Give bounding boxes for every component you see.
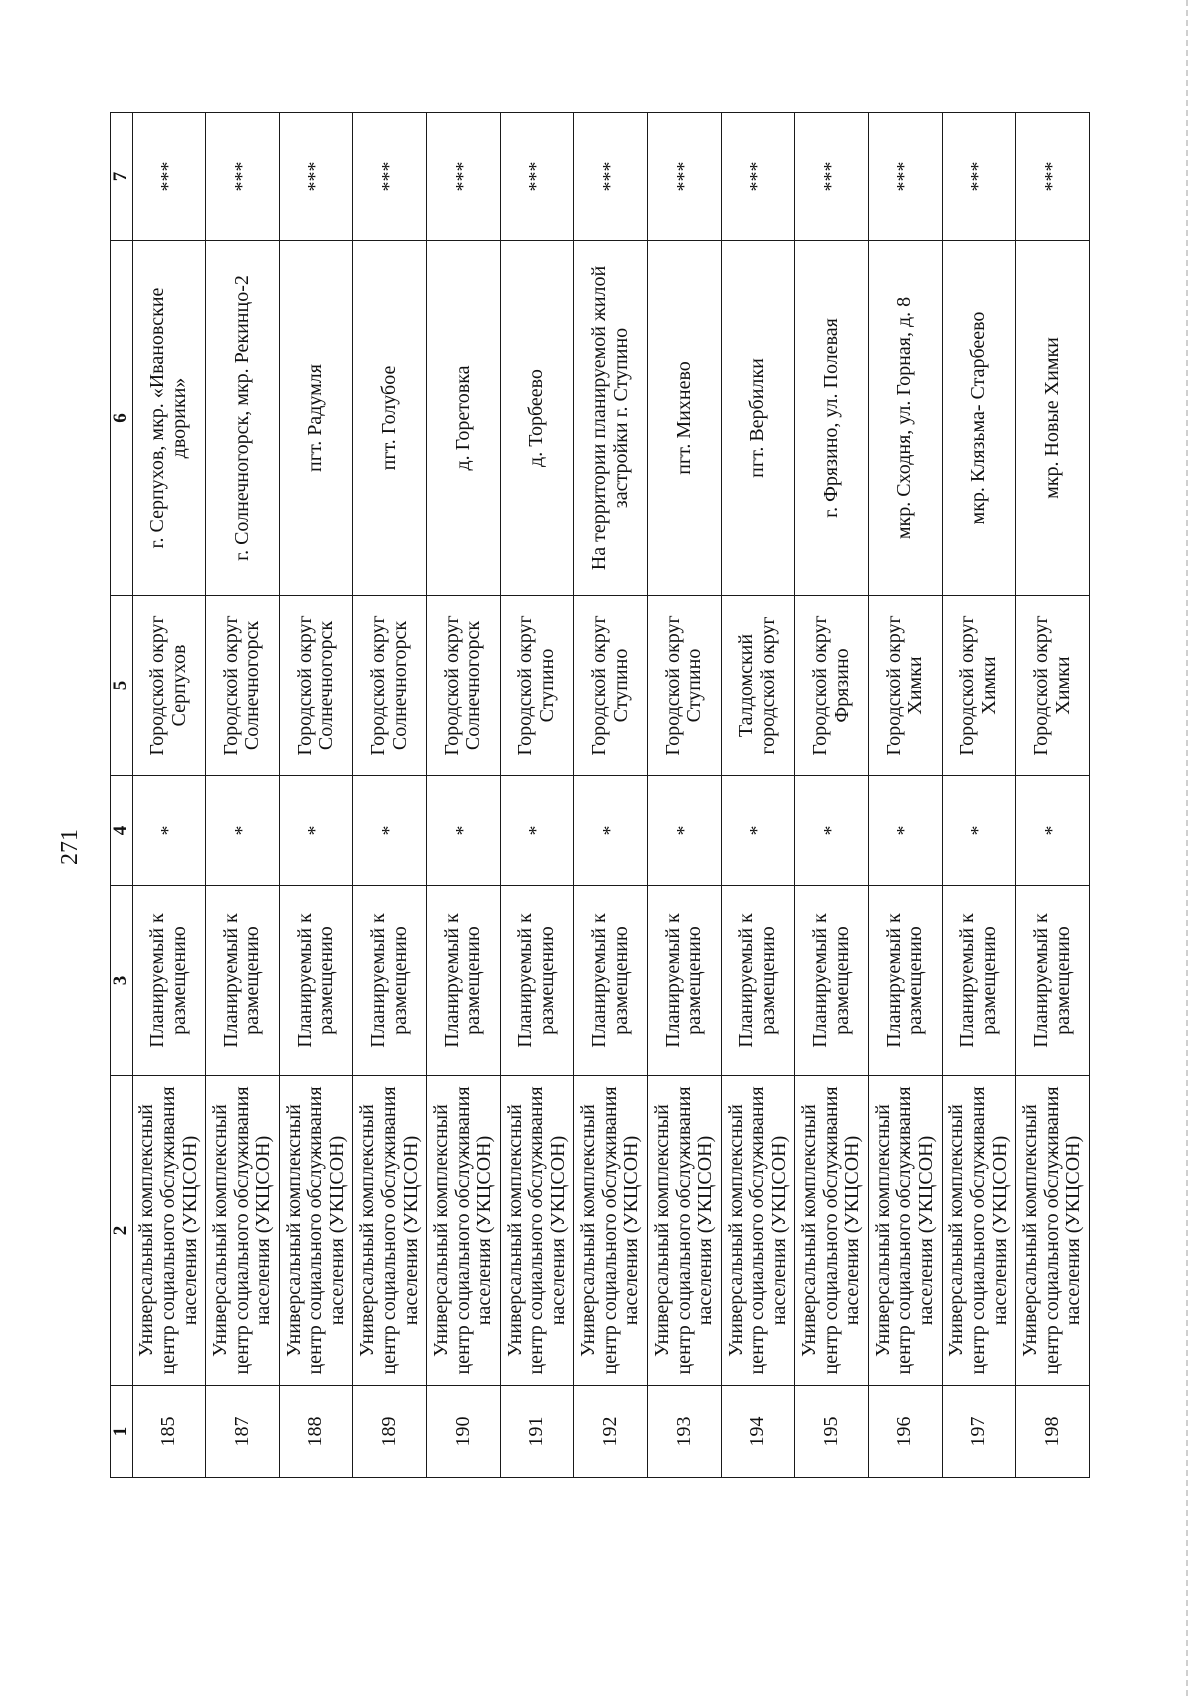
cell-row-number: 188 — [279, 1386, 353, 1478]
cell-row-number: 192 — [574, 1386, 648, 1478]
table-row — [132, 113, 206, 1478]
column-header-7: 7 — [111, 113, 133, 241]
header-row — [111, 113, 133, 1478]
cell-status: Планируемый к размещению — [942, 886, 1016, 1076]
cell-row-number: 196 — [868, 1386, 942, 1478]
cell-location: г. Серпухов, мкр. «Ивановские дворики» — [132, 241, 206, 596]
rotated-table-container — [110, 113, 1090, 1478]
cell-municipality: Талдомский городской округ — [721, 596, 795, 776]
cell-row-number: 189 — [353, 1386, 427, 1478]
cell-note: *** — [500, 113, 574, 241]
cell-row-number: 198 — [1016, 1386, 1090, 1478]
table-row — [427, 113, 501, 1478]
cell-municipality: Городской округ Серпухов — [132, 596, 206, 776]
cell-status: Планируемый к размещению — [721, 886, 795, 1076]
cell-municipality: Городской округ Ступино — [574, 596, 648, 776]
cell-capacity: * — [648, 776, 722, 886]
scan-edge-artifact — [1186, 0, 1188, 1697]
table-row — [795, 113, 869, 1478]
cell-status: Планируемый к размещению — [868, 886, 942, 1076]
cell-row-number: 185 — [132, 1386, 206, 1478]
cell-status: Планируемый к размещению — [132, 886, 206, 1076]
cell-capacity: * — [942, 776, 1016, 886]
cell-note: *** — [427, 113, 501, 241]
cell-municipality: Городской округ Химки — [942, 596, 1016, 776]
cell-capacity: * — [427, 776, 501, 886]
cell-location: мкр. Клязьма- Старбеево — [942, 241, 1016, 596]
table-row — [574, 113, 648, 1478]
cell-row-number: 195 — [795, 1386, 869, 1478]
column-header-4: 4 — [111, 776, 133, 886]
cell-municipality: Городской округ Химки — [1016, 596, 1090, 776]
cell-status: Планируемый к размещению — [648, 886, 722, 1076]
cell-facility-name: Универсальный комплексный центр социального обслуживания населения (УКЦСОН) — [868, 1076, 942, 1386]
cell-facility-name: Универсальный комплексный центр социального обслуживания населения (УКЦСОН) — [721, 1076, 795, 1386]
cell-municipality: Городской округ Солнечногорск — [206, 596, 280, 776]
table-row — [868, 113, 942, 1478]
cell-location: д. Горетовка — [427, 241, 501, 596]
cell-note: *** — [353, 113, 427, 241]
cell-municipality: Городской округ Солнечногорск — [427, 596, 501, 776]
cell-location: мкр. Сходня, ул. Горная, д. 8 — [868, 241, 942, 596]
cell-note: *** — [648, 113, 722, 241]
cell-status: Планируемый к размещению — [1016, 886, 1090, 1076]
cell-municipality: Городской округ Солнечногорск — [279, 596, 353, 776]
cell-facility-name: Универсальный комплексный центр социального обслуживания населения (УКЦСОН) — [574, 1076, 648, 1386]
cell-capacity: * — [279, 776, 353, 886]
table-row — [353, 113, 427, 1478]
cell-note: *** — [132, 113, 206, 241]
cell-facility-name: Универсальный комплексный центр социального обслуживания населения (УКЦСОН) — [279, 1076, 353, 1386]
column-header-2: 2 — [111, 1076, 133, 1386]
cell-facility-name: Универсальный комплексный центр социального обслуживания населения (УКЦСОН) — [206, 1076, 280, 1386]
cell-row-number: 190 — [427, 1386, 501, 1478]
cell-note: *** — [1016, 113, 1090, 241]
cell-municipality: Городской округ Солнечногорск — [353, 596, 427, 776]
table-row — [721, 113, 795, 1478]
cell-location: г. Фрязино, ул. Полевая — [795, 241, 869, 596]
cell-capacity: * — [868, 776, 942, 886]
cell-municipality: Городской округ Ступино — [500, 596, 574, 776]
cell-capacity: * — [574, 776, 648, 886]
cell-note: *** — [206, 113, 280, 241]
cell-location: пгт. Вербилки — [721, 241, 795, 596]
cell-row-number: 187 — [206, 1386, 280, 1478]
cell-capacity: * — [795, 776, 869, 886]
cell-capacity: * — [132, 776, 206, 886]
cell-note: *** — [721, 113, 795, 241]
cell-note: *** — [279, 113, 353, 241]
facilities-table — [110, 112, 1090, 1478]
cell-facility-name: Универсальный комплексный центр социального обслуживания населения (УКЦСОН) — [427, 1076, 501, 1386]
cell-status: Планируемый к размещению — [427, 886, 501, 1076]
cell-capacity: * — [206, 776, 280, 886]
cell-municipality: Городской округ Ступино — [648, 596, 722, 776]
column-header-6: 6 — [111, 241, 133, 596]
cell-capacity: * — [721, 776, 795, 886]
cell-status: Планируемый к размещению — [795, 886, 869, 1076]
column-header-1: 1 — [111, 1386, 133, 1478]
table-row — [942, 113, 1016, 1478]
cell-status: Планируемый к размещению — [500, 886, 574, 1076]
cell-municipality: Городской округ Фрязино — [795, 596, 869, 776]
cell-facility-name: Универсальный комплексный центр социального обслуживания населения (УКЦСОН) — [942, 1076, 1016, 1386]
cell-row-number: 194 — [721, 1386, 795, 1478]
cell-status: Планируемый к размещению — [574, 886, 648, 1076]
cell-facility-name: Универсальный комплексный центр социального обслуживания населения (УКЦСОН) — [795, 1076, 869, 1386]
cell-capacity: * — [353, 776, 427, 886]
cell-status: Планируемый к размещению — [279, 886, 353, 1076]
cell-capacity: * — [500, 776, 574, 886]
cell-note: *** — [868, 113, 942, 241]
cell-location: г. Солнечногорск, мкр. Рекинцо-2 — [206, 241, 280, 596]
cell-row-number: 193 — [648, 1386, 722, 1478]
cell-note: *** — [942, 113, 1016, 241]
cell-row-number: 191 — [500, 1386, 574, 1478]
cell-facility-name: Универсальный комплексный центр социального обслуживания населения (УКЦСОН) — [132, 1076, 206, 1386]
cell-status: Планируемый к размещению — [353, 886, 427, 1076]
cell-note: *** — [795, 113, 869, 241]
table-row — [648, 113, 722, 1478]
cell-status: Планируемый к размещению — [206, 886, 280, 1076]
table-row — [1016, 113, 1090, 1478]
cell-facility-name: Универсальный комплексный центр социального обслуживания населения (УКЦСОН) — [500, 1076, 574, 1386]
cell-municipality: Городской округ Химки — [868, 596, 942, 776]
table-header — [111, 113, 133, 1478]
column-header-3: 3 — [111, 886, 133, 1076]
column-header-5: 5 — [111, 596, 133, 776]
table-row — [500, 113, 574, 1478]
cell-capacity: * — [1016, 776, 1090, 886]
cell-location: пгт. Михнево — [648, 241, 722, 596]
cell-location: мкр. Новые Химки — [1016, 241, 1090, 596]
table-row — [279, 113, 353, 1478]
cell-location: пгт. Радумля — [279, 241, 353, 596]
cell-location: На территории планируемой жилой застройки г. Ступино — [574, 241, 648, 596]
cell-location: пгт. Голубое — [353, 241, 427, 596]
table-row — [206, 113, 280, 1478]
cell-row-number: 197 — [942, 1386, 1016, 1478]
cell-location: д. Торбеево — [500, 241, 574, 596]
cell-note: *** — [574, 113, 648, 241]
page-number: 271 — [57, 829, 83, 865]
cell-facility-name: Универсальный комплексный центр социального обслуживания населения (УКЦСОН) — [1016, 1076, 1090, 1386]
table-body — [132, 113, 1089, 1478]
cell-facility-name: Универсальный комплексный центр социального обслуживания населения (УКЦСОН) — [353, 1076, 427, 1386]
cell-facility-name: Универсальный комплексный центр социального обслуживания населения (УКЦСОН) — [648, 1076, 722, 1386]
